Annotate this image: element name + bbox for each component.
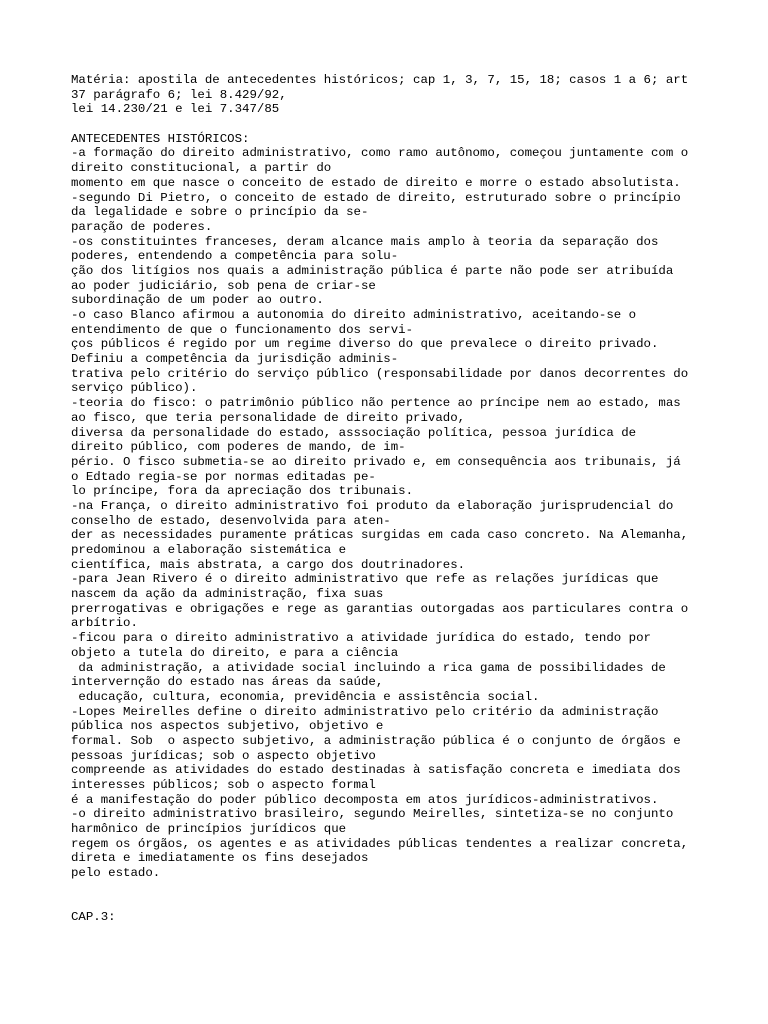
text-line: conselho de estado, desenvolvida para aten- — [71, 513, 391, 528]
text-line: -na França, o direito administrativo foi produto da elaboração jurisprudencial do — [71, 498, 674, 513]
text-line: -para Jean Rivero é o direito administrativo que refe as relações jurídicas que — [71, 572, 659, 587]
text-line: formal. Sob o aspecto subjetivo, a administração pública é o conjunto de órgãos e — [71, 733, 681, 748]
text-line: Definiu a competência da jurisdição adminis- — [71, 352, 399, 367]
header-line: Matéria: apostila de antecedentes históricos; cap 1, 3, 7, 15, 18; casos 1 a 6; art — [71, 73, 689, 87]
text-line: prerrogativas e obrigações e rege as garantias outorgadas aos particulares contra o — [71, 601, 689, 616]
text-line: serviço público). — [71, 381, 198, 396]
text-line: ao fisco, que teria personalidade de direito privado, — [71, 410, 466, 425]
blank-line — [71, 881, 761, 896]
text-line: poderes, entendendo a competência para solu- — [71, 249, 399, 264]
text-line: diversa da personalidade do estado, asssociação política, pessoa jurídica de — [71, 425, 637, 440]
text-line: -segundo Di Pietro, o conceito de estado de direito, estruturado sobre o princípio — [71, 190, 681, 205]
text-line: paração de poderes. — [71, 219, 213, 234]
text-line: lo príncipe, fora da apreciação dos tribunais. — [71, 484, 414, 499]
text-line: da administração, a atividade social incluindo a rica gama de possibilidades de — [71, 660, 666, 675]
document-body — [71, 73, 761, 925]
section-heading-antecedentes: ANTECEDENTES HISTÓRICOS: — [71, 131, 250, 146]
text-line: pessoas jurídicas; sob o aspecto objetivo — [71, 748, 376, 763]
section-heading-cap3: CAP.3: — [71, 910, 116, 925]
text-line: intervernção do estado nas áreas da saúde, — [71, 675, 384, 690]
header-line: 37 parágrafo 6; lei 8.429/92, — [71, 87, 287, 102]
text-line: -a formação do direito administrativo, como ramo autônomo, começou juntamente com o — [71, 146, 689, 161]
text-line: científica, mais abstrata, a cargo dos doutrinadores. — [71, 557, 466, 572]
text-line: predominou a elaboração sistemática e — [71, 543, 347, 557]
blank-line — [71, 117, 761, 132]
text-line: subordinação de um poder ao outro. — [71, 293, 324, 308]
text-line: momento em que nasce o conceito de estado de direito e morre o estado absolutista. — [71, 175, 681, 190]
text-line: ao poder judiciário, sob pena de criar-se — [71, 278, 376, 293]
text-line: direta e imediatamente os fins desejados — [71, 851, 369, 866]
text-line: direito constitucional, a partir do — [71, 161, 332, 176]
blank-line — [71, 896, 761, 911]
text-line: -teoria do fisco: o patrimônio público não pertence ao príncipe nem ao estado, mas — [71, 396, 681, 411]
text-line: pública nos aspectos subjetivo, objetivo e — [71, 719, 384, 734]
text-line: objeto a tutela do direito, e para a ciência — [71, 645, 399, 660]
section-body-antecedentes — [71, 146, 761, 880]
text-line: arbítrio. — [71, 616, 138, 631]
text-line: -ficou para o direito administrativo a atividade jurídica do estado, tendo por — [71, 631, 651, 646]
text-line: -o caso Blanco afirmou a autonomia do direito administrativo, aceitando-se o — [71, 308, 637, 322]
text-line: pério. O fisco submetia-se ao direito privado e, em consequência aos tribunais, já — [71, 454, 681, 469]
text-line: trativa pelo critério do serviço público (responsabilidade por danos decorrentes do — [71, 366, 689, 381]
text-line: interesses públicos; sob o aspecto formal — [71, 778, 376, 792]
text-line: -os constituintes franceses, deram alcance mais amplo à teoria da separação dos — [71, 234, 659, 249]
header-line: lei 14.230/21 e lei 7.347/85 — [71, 102, 280, 117]
text-line: compreende as atividades do estado destinadas à satisfação concreta e imediata dos — [71, 763, 681, 778]
text-line: nascem da ação da administração, fixa suas — [71, 587, 384, 602]
text-line: der as necessidades puramente práticas surgidas em cada caso concreto. Na Alemanha, — [71, 528, 689, 543]
text-line: educação, cultura, economia, previdência e assistência social. — [71, 689, 540, 704]
text-line: da legalidade e sobre o princípio da se- — [71, 205, 369, 220]
text-line: direito público, com poderes de mando, de im- — [71, 440, 406, 455]
text-line: regem os órgãos, os agentes e as atividades públicas tendentes a realizar concreta, — [71, 836, 689, 851]
text-line: é a manifestação do poder público decomposta em atos jurídicos-administrativos. — [71, 792, 659, 807]
text-line: ços públicos é regido por um regime diverso do que prevalece o direito privado. — [71, 337, 659, 352]
text-line: ção dos litígios nos quais a administração pública é parte não pode ser atribuída — [71, 263, 674, 278]
text-line: -o direito administrativo brasileiro, segundo Meirelles, sintetiza-se no conjunto — [71, 807, 674, 822]
text-line: pelo estado. — [71, 866, 161, 881]
text-line: -Lopes Meirelles define o direito administrativo pelo critério da administração — [71, 704, 659, 719]
header-block — [71, 73, 761, 117]
text-line: entendimento de que o funcionamento dos servi- — [71, 322, 414, 337]
text-line: harmônico de princípios jurídicos que — [71, 822, 347, 837]
text-line: o Edtado regia-se por normas editadas pe- — [71, 469, 376, 484]
